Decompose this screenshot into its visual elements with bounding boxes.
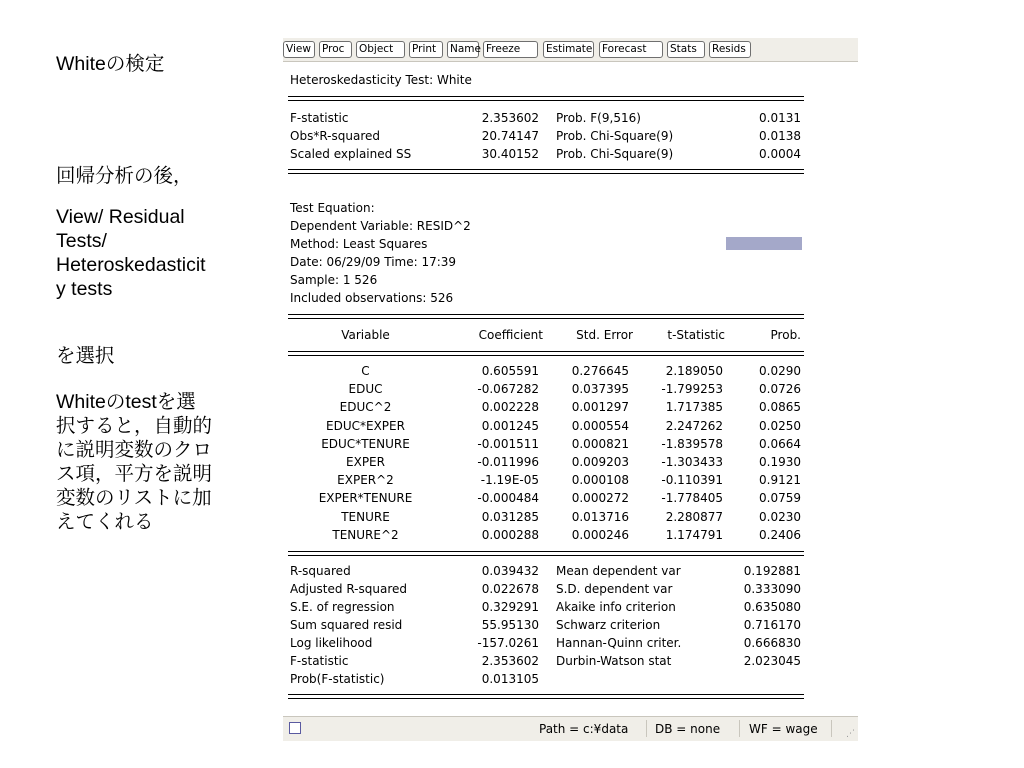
variable-name: TENURE^2: [332, 527, 399, 542]
object-button[interactable]: Object: [356, 41, 405, 58]
summary-label-2: Durbin-Watson stat: [556, 654, 672, 668]
table-cell: -0.000484: [477, 491, 539, 506]
test-value: 30.40152: [481, 147, 539, 161]
slide-para-line: Whiteのtestを選: [56, 391, 196, 413]
summary-label: Log likelihood: [290, 636, 373, 650]
equation-info-line: Included observations: 526: [290, 291, 454, 305]
status-bar: [283, 716, 858, 741]
selected-cell-highlight: [726, 237, 802, 250]
equation-info-line: Dependent Variable: RESID^2: [290, 219, 471, 233]
rule-double: [288, 694, 804, 699]
summary-label-2: Akaike info criterion: [556, 600, 676, 614]
slide-para-line: ス項，平方を説明: [56, 463, 213, 485]
table-cell: 0.000272: [571, 491, 629, 506]
summary-label-2: Hannan-Quinn criter.: [556, 636, 682, 650]
test-prob: 0.0131: [759, 111, 801, 125]
slide-para-line: Tests/: [56, 230, 107, 252]
estimate-button[interactable]: Estimate: [543, 41, 594, 58]
variable-name: EDUC*EXPER: [326, 418, 405, 433]
variable-name: TENURE: [341, 509, 390, 524]
rule-double: [288, 551, 804, 556]
status-db: DB = none: [655, 722, 721, 736]
summary-value: 0.022678: [481, 582, 539, 596]
print-button[interactable]: Print: [409, 41, 443, 58]
slide-para-line: 変数のリストに加: [56, 487, 212, 509]
test-prob: 0.0138: [759, 129, 801, 143]
summary-value: 55.95130: [481, 618, 539, 632]
equation-info-line: Date: 06/29/09 Time: 17:39: [290, 255, 457, 269]
status-checkbox[interactable]: [289, 722, 301, 734]
table-cell: 1.174791: [665, 527, 723, 542]
summary-label: S.E. of regression: [290, 600, 395, 614]
table-cell: 0.0726: [759, 382, 801, 397]
equation-info-line: Sample: 1 526: [290, 273, 378, 287]
table-cell: -1.839578: [661, 436, 723, 451]
column-header: t-Statistic: [667, 328, 725, 342]
summary-label: Adjusted R-squared: [290, 582, 408, 596]
variable-name: EDUC: [348, 382, 383, 397]
slide-para-line: 択すると，自動的: [56, 415, 213, 437]
resize-grip-icon[interactable]: ⋰: [846, 729, 855, 739]
table-cell: 0.0865: [759, 400, 801, 415]
table-cell: 0.031285: [481, 509, 539, 524]
table-cell: 0.009203: [571, 455, 629, 469]
slide-para-white-explanation: [56, 390, 261, 534]
table-cell: 0.605591: [481, 364, 539, 378]
test-label: Obs*R-squared: [290, 129, 380, 143]
table-cell: 2.247262: [665, 418, 723, 433]
summary-value-2: 0.635080: [743, 600, 801, 614]
variable-name: EDUC*TENURE: [321, 436, 410, 451]
table-cell: 0.000108: [571, 473, 629, 488]
summary-value-2: 0.666830: [743, 636, 801, 650]
test-prob-label: Prob. Chi-Square(9): [556, 129, 674, 143]
table-cell: 0.2406: [759, 527, 801, 542]
status-separator: [739, 720, 740, 737]
proc-button[interactable]: Proc: [319, 41, 352, 58]
slide-para-line: View/ Residual: [56, 206, 185, 228]
test-prob-label: Prob. Chi-Square(9): [556, 147, 674, 161]
rule-double: [288, 169, 804, 174]
status-separator: [646, 720, 647, 737]
table-cell: 0.1930: [759, 455, 801, 469]
table-cell: 0.013716: [571, 509, 629, 524]
table-cell: 0.000554: [571, 418, 629, 433]
variable-name: C: [361, 364, 370, 378]
summary-value: 0.013105: [481, 672, 539, 686]
test-value: 20.74147: [481, 129, 539, 143]
test-label: Scaled explained SS: [290, 147, 412, 161]
table-cell: 0.001245: [481, 418, 539, 433]
table-cell: 0.0290: [759, 364, 801, 378]
column-header: Std. Error: [576, 328, 633, 342]
slide-para-line: に説明変数のクロ: [56, 439, 213, 461]
eviews-output-window: [283, 38, 858, 740]
table-cell: 0.0664: [759, 436, 801, 451]
table-cell: 2.280877: [665, 509, 723, 524]
slide-title: Whiteの検定: [56, 53, 165, 75]
slide-para-select: を選択: [56, 345, 115, 367]
rule-double: [288, 351, 804, 356]
summary-label: Sum squared resid: [290, 618, 403, 632]
slide-para-menu-path: [56, 205, 261, 301]
table-cell: 0.276645: [571, 364, 629, 378]
table-cell: -0.001511: [477, 436, 539, 451]
summary-value: 0.329291: [481, 600, 539, 614]
test-label: F-statistic: [290, 111, 349, 125]
column-header: Coefficient: [478, 328, 543, 342]
eviews-toolbar: [283, 38, 858, 62]
table-cell: 1.717385: [665, 400, 723, 415]
view-button[interactable]: View: [283, 41, 315, 58]
table-cell: 0.0250: [759, 418, 801, 433]
table-cell: 0.000288: [481, 527, 539, 542]
test-prob-label: Prob. F(9,516): [556, 111, 641, 125]
output-header: Heteroskedasticity Test: White: [290, 73, 472, 87]
summary-value: -157.0261: [477, 636, 539, 650]
summary-value: 0.039432: [481, 564, 539, 578]
column-header: Variable: [341, 328, 390, 342]
summary-label-2: Schwarz criterion: [556, 618, 661, 632]
slide-para-line: えてくれる: [56, 511, 154, 533]
summary-label: Prob(F-statistic): [290, 672, 385, 686]
status-path: Path = c:¥data: [539, 722, 629, 736]
rule-double: [288, 96, 804, 101]
table-cell: -1.303433: [661, 455, 723, 469]
variable-name: EXPER*TENURE: [318, 491, 413, 506]
equation-info-line: Test Equation:: [290, 201, 375, 215]
summary-label-2: S.D. dependent var: [556, 582, 673, 596]
table-cell: 2.189050: [665, 364, 723, 378]
table-cell: -0.067282: [477, 382, 539, 397]
name-button[interactable]: Name: [447, 41, 479, 58]
status-wf: WF = wage: [749, 722, 818, 736]
table-cell: -1.778405: [661, 491, 723, 506]
summary-value-2: 0.333090: [743, 582, 801, 596]
rule-double: [288, 314, 804, 319]
variable-name: EXPER^2: [337, 473, 394, 488]
table-cell: 0.9121: [759, 473, 801, 488]
summary-label: F-statistic: [290, 654, 349, 668]
resids-button[interactable]: Resids: [709, 41, 751, 58]
slide-para-line: Heteroskedasticit: [56, 254, 206, 276]
summary-label: R-squared: [290, 564, 351, 578]
table-cell: 0.000246: [571, 527, 629, 542]
test-prob: 0.0004: [759, 147, 801, 161]
table-cell: -1.19E-05: [480, 473, 539, 488]
table-cell: -1.799253: [661, 382, 723, 397]
table-cell: -0.110391: [661, 473, 723, 488]
table-cell: 0.001297: [571, 400, 629, 415]
summary-value-2: 0.192881: [743, 564, 801, 578]
table-cell: 0.002228: [481, 400, 539, 415]
freeze-button[interactable]: Freeze: [483, 41, 538, 58]
summary-label-2: Mean dependent var: [556, 564, 681, 578]
equation-info-line: Method: Least Squares: [290, 237, 428, 251]
slide-para-line: y tests: [56, 278, 113, 300]
table-cell: 0.0759: [759, 491, 801, 506]
table-cell: 0.0230: [759, 509, 801, 524]
test-value: 2.353602: [481, 111, 539, 125]
summary-value: 2.353602: [481, 654, 539, 668]
column-header: Prob.: [770, 328, 801, 342]
status-separator: [831, 720, 832, 737]
summary-value-2: 0.716170: [743, 618, 801, 632]
table-cell: 0.037395: [571, 382, 629, 397]
table-cell: -0.011996: [477, 455, 539, 469]
forecast-button[interactable]: Forecast: [599, 41, 663, 58]
variable-name: EXPER: [346, 455, 385, 469]
variable-name: EDUC^2: [339, 400, 392, 415]
summary-value-2: 2.023045: [743, 654, 801, 668]
table-cell: 0.000821: [571, 436, 629, 451]
slide-para-after-regression: 回帰分析の後，: [56, 165, 193, 187]
stats-button[interactable]: Stats: [667, 41, 705, 58]
